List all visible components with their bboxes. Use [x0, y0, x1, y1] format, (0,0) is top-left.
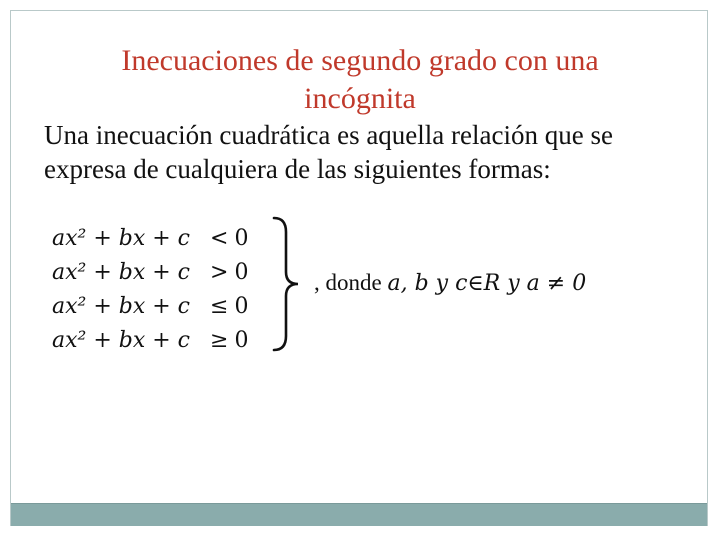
inequality-rhs: 0	[234, 226, 249, 251]
inequality-list	[52, 222, 248, 358]
inequality-rhs: 0	[234, 328, 249, 353]
condition-text	[314, 270, 586, 296]
inequality-expression: ax² + bx + c	[52, 226, 190, 251]
inequality-operator: ≥	[210, 328, 229, 353]
right-brace	[268, 214, 308, 354]
inequality-rhs: 0	[234, 260, 249, 285]
intro-line-2: expresa de cualquiera de las siguientes formas:	[44, 154, 551, 184]
title-line-1: Inecuaciones de segundo grado con una	[121, 44, 599, 77]
intro-text	[44, 118, 684, 186]
inequality-row	[52, 290, 248, 324]
slide-title	[20, 42, 700, 118]
inequality-rhs: 0	[234, 294, 249, 319]
footer-bar	[11, 503, 707, 526]
condition-prefix: , donde	[314, 270, 388, 295]
inequality-operator: >	[210, 260, 229, 285]
inequality-expression: ax² + bx + c	[52, 328, 190, 353]
title-line-2: incógnita	[304, 82, 416, 115]
inequality-expression: ax² + bx + c	[52, 294, 190, 319]
inequality-expression: ax² + bx + c	[52, 260, 190, 285]
inequality-row	[52, 222, 248, 256]
inequality-row	[52, 256, 248, 290]
inequality-row	[52, 324, 248, 358]
inequality-operator: ≤	[210, 294, 229, 319]
inequality-operator: <	[210, 226, 229, 251]
intro-line-1: Una inecuación cuadrática es aquella relación que se	[44, 120, 613, 150]
condition-math: a, b y c∈R y a ≠ 0	[387, 271, 587, 296]
